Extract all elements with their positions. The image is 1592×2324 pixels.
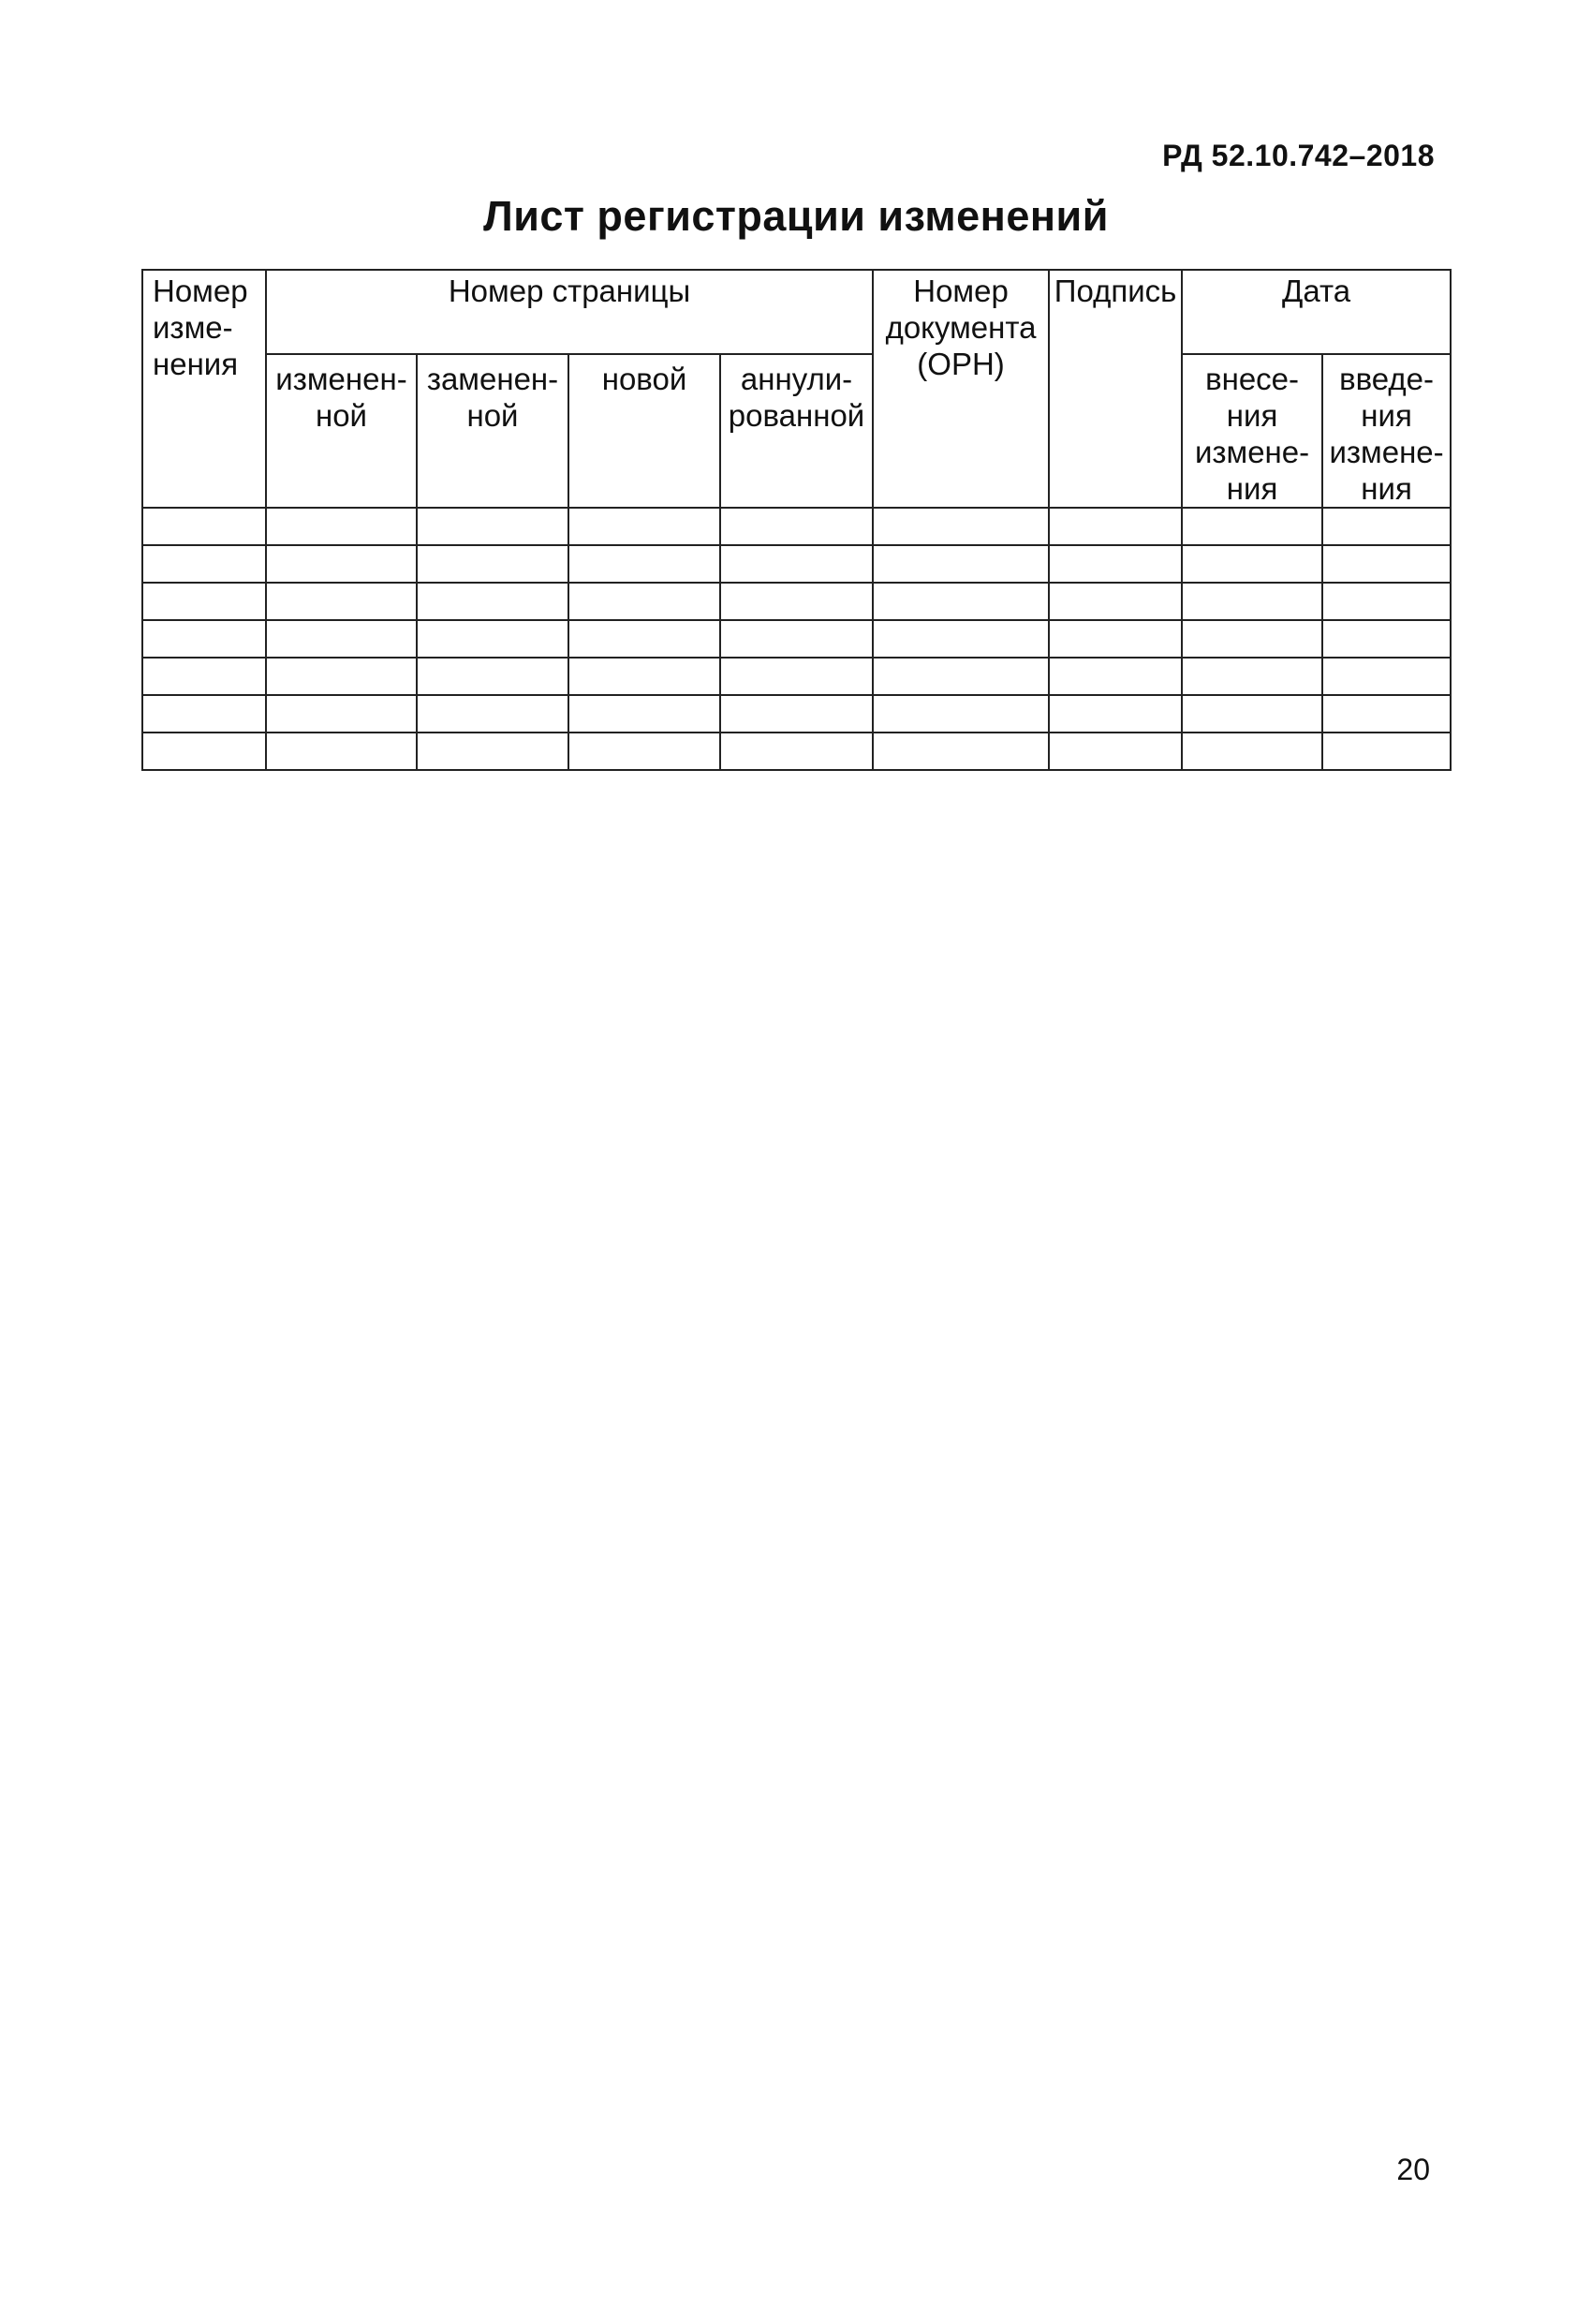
header-replaced-page: заменен-ной <box>417 354 568 508</box>
header-change-number: Номер изме-нения <box>142 270 266 508</box>
table-row <box>142 620 1451 658</box>
header-date: Дата <box>1182 270 1451 354</box>
table-row <box>142 658 1451 695</box>
table-row <box>142 733 1451 770</box>
header-document-number: Номер документа (ОРН) <box>873 270 1049 508</box>
page-number: 20 <box>1396 2153 1430 2186</box>
change-registration-table <box>141 269 1452 771</box>
table-row <box>142 545 1451 583</box>
table-row <box>142 695 1451 733</box>
table-row <box>142 583 1451 620</box>
header-annulled-page: аннули-рованной <box>720 354 873 508</box>
header-signature: Подпись <box>1049 270 1182 508</box>
header-intro-date: введе-ния измене-ния <box>1322 354 1451 508</box>
document-code: РД 52.10.742–2018 <box>1162 139 1435 172</box>
header-entry-date: внесе-ния измене-ния <box>1182 354 1322 508</box>
header-changed-page: изменен-ной <box>266 354 417 508</box>
header-new-page: новой <box>568 354 720 508</box>
header-page-number: Номер страницы <box>266 270 873 354</box>
page-title: Лист регистрации изменений <box>483 192 1109 240</box>
table-row <box>142 508 1451 545</box>
